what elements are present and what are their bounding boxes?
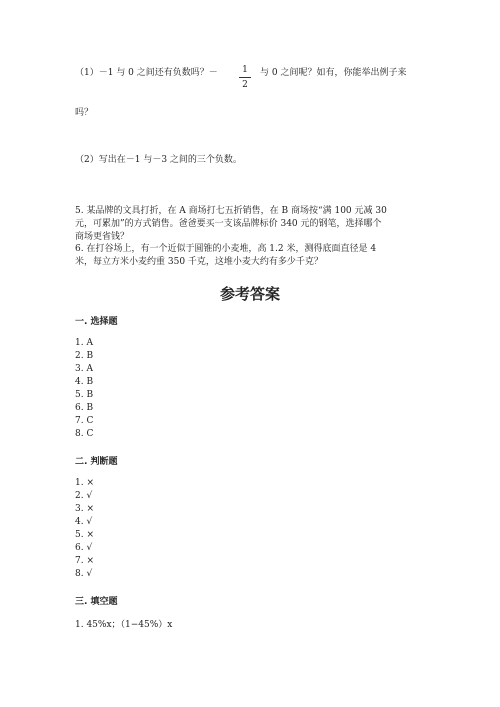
q2-text: （2）写出在－1 与－3 之间的三个负数。	[75, 155, 242, 165]
q1-line1-prefix: （1）－1 与 0 之间还有负数吗？－	[75, 68, 218, 78]
fraction-numerator: 1	[242, 65, 248, 75]
fraction-bar	[239, 77, 251, 78]
answer-title: 参考答案	[219, 285, 280, 303]
answer-item: 2. √	[75, 491, 93, 501]
q1-line1-suffix: 与 0 之间呢？如有，你能举出例子来	[260, 68, 407, 78]
q5-line1: 5. 某品牌的文具打折，在 A 商场打七五折销售，在 B 商场按“满 100 元减 30	[75, 206, 387, 216]
section-judge-heading: 二. 判断题	[75, 457, 118, 467]
answer-item: 6. √	[75, 543, 93, 553]
answer-item: 1. ×	[75, 478, 94, 488]
q5-line3: 商场更省钱？	[75, 232, 130, 242]
answer-item: 3. A	[75, 364, 93, 374]
answer-item: 8. C	[75, 429, 94, 439]
fraction-denominator: 2	[242, 80, 248, 90]
answer-item: 3. ×	[75, 504, 94, 514]
answer-item: 5. ×	[75, 530, 94, 540]
answer-item: 5. B	[75, 390, 94, 400]
answer-item: 2. B	[75, 351, 94, 361]
q1-fraction	[239, 64, 251, 91]
section-choice-heading: 一. 选择题	[75, 317, 118, 327]
q6-line2: 米，每立方米小麦约重 350 千克，这堆小麦大约有多少千克？	[75, 257, 323, 267]
answer-item: 4. B	[75, 377, 94, 387]
q6-line1: 6. 在打谷场上，有一个近似于圆锥的小麦堆，高 1.2 米，测得底面直径是 4	[75, 244, 377, 254]
q1-line2: 吗？	[75, 108, 94, 118]
answer-item: 7. ×	[75, 556, 94, 566]
answer-item: 6. B	[75, 403, 94, 413]
answer-item: 7. C	[75, 416, 94, 426]
q5-line2: 元，可累加”的方式销售。爸爸要买一支该品牌标价 340 元的钢笔，选择哪个	[75, 219, 382, 229]
section-fill-heading: 三. 填空题	[75, 597, 118, 607]
answer-item: 4. √	[75, 517, 93, 527]
answer-item: 1. 45%x；（1−45%）x	[75, 620, 173, 630]
answer-item: 8. √	[75, 569, 93, 579]
answer-item: 1. A	[75, 338, 93, 348]
